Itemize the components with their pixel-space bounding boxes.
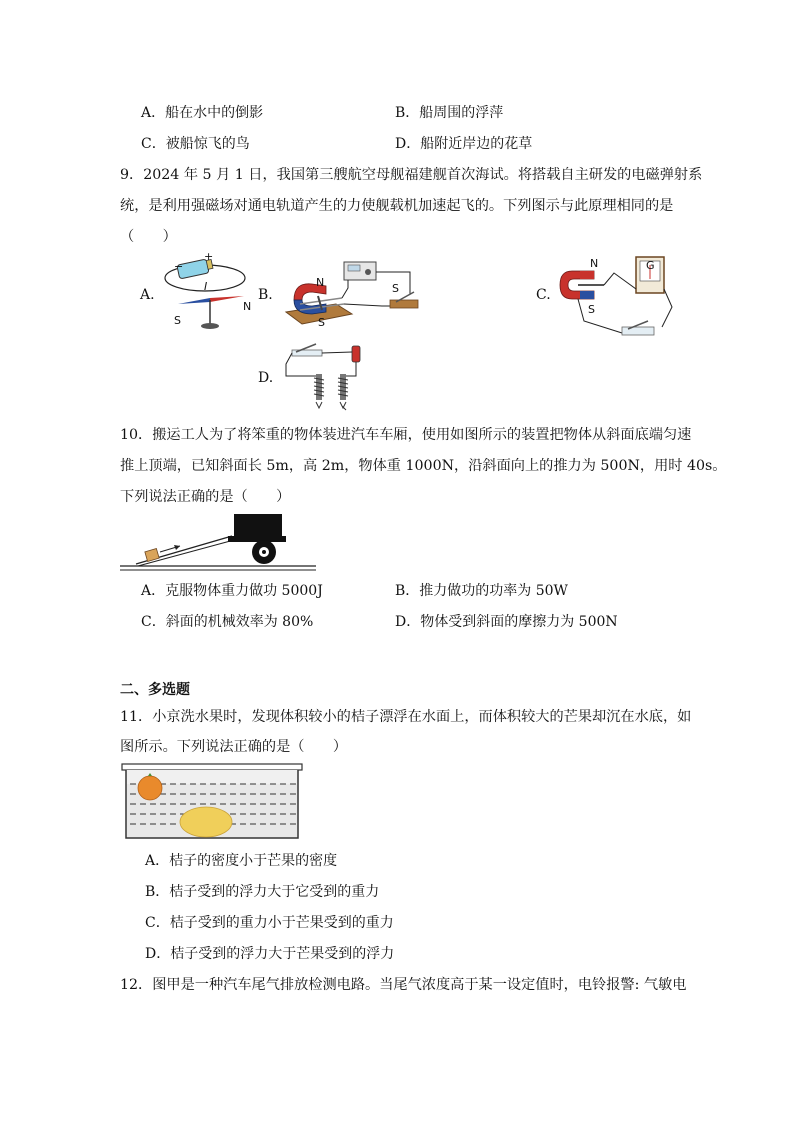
fig-b-switch-label: S xyxy=(392,282,399,295)
q11-option-b: B．桔子受到的浮力大于它受到的重力 xyxy=(145,884,380,900)
galvanometer-label: G xyxy=(646,259,655,272)
q10-option-d: D．物体受到斜面的摩擦力为 500N xyxy=(395,614,618,630)
battery-plus-label: + xyxy=(204,252,214,263)
q10-option-b: B．推力做功的功率为 50W xyxy=(395,583,568,599)
current-label: I xyxy=(204,280,208,293)
q9-figure-d-electromagnets xyxy=(282,340,382,414)
q11-option-a: A．桔子的密度小于芒果的密度 xyxy=(145,853,338,869)
q9-figure-c-induction xyxy=(558,255,678,345)
q11-stem-line1: 11．小京洗水果时，发现体积较小的桔子漂浮在水面上，而体积较大的芒果却沉在水底，如 xyxy=(120,709,692,725)
q12-stem-line1: 12．图甲是一种汽车尾气排放检测电路。当尾气浓度高于某一设定值时，电铃报警: 气敏电 xyxy=(120,977,687,993)
q9-figure-b-motor-rails xyxy=(282,258,432,328)
q10-figure-incline-truck xyxy=(118,510,318,574)
q8-option-c: C．被船惊飞的鸟 xyxy=(141,136,250,152)
fig-b-north-label: N xyxy=(316,276,325,289)
q11-option-c: C．桔子受到的重力小于芒果受到的重力 xyxy=(145,915,394,931)
fig-b-south-label: S xyxy=(318,316,325,328)
q9-option-b-label: B. xyxy=(258,287,273,303)
q11-option-d: D．桔子受到的浮力大于芒果受到的浮力 xyxy=(145,946,395,962)
q8-option-d: D．船附近岸边的花草 xyxy=(395,136,533,152)
compass-south-label: S xyxy=(174,314,181,327)
battery-minus-label: − xyxy=(174,260,184,273)
fig-c-north-label: N xyxy=(590,257,599,270)
q9-answer-bracket: （ ） xyxy=(120,229,177,245)
q8-option-b: B．船周围的浮萍 xyxy=(395,105,504,121)
q9-option-a-label: A. xyxy=(140,287,155,303)
q9-option-d-label: D. xyxy=(258,370,274,386)
fig-c-south-label: S xyxy=(588,303,595,316)
q10-stem-line3: 下列说法正确的是（ ） xyxy=(120,489,291,505)
q9-option-c-label: C. xyxy=(536,287,551,303)
q9-stem-line2: 统，是利用强磁场对通电轨道产生的力使舰载机加速起飞的。下列图示与此原理相同的是 xyxy=(120,198,674,214)
compass-north-label: N xyxy=(243,300,252,313)
q10-stem-line2: 推上顶端，已知斜面长 5m，高 2m，物体重 1000N，沿斜面向上的推力为 500N，用时 40s。 xyxy=(120,458,727,474)
q8-option-a: A．船在水中的倒影 xyxy=(141,105,264,121)
q9-figure-a-oersted xyxy=(160,252,260,332)
q10-option-c: C．斜面的机械效率为 80% xyxy=(141,614,314,630)
q11-figure-water-tank xyxy=(120,762,304,842)
q9-stem-line1: 9．2024 年 5 月 1 日，我国第三艘航空母舰福建舰首次海试。将搭载自主研发的电磁弹射系 xyxy=(120,167,703,183)
q10-stem-line1: 10．搬运工人为了将笨重的物体装进汽车车厢，使用如图所示的装置把物体从斜面底端匀速 xyxy=(120,427,692,443)
section-title-multiple-choice: 二、多选题 xyxy=(120,682,190,698)
q10-option-a: A．克服物体重力做功 5000J xyxy=(141,583,323,599)
q11-stem-line2: 图所示。下列说法正确的是（ ） xyxy=(120,739,348,755)
